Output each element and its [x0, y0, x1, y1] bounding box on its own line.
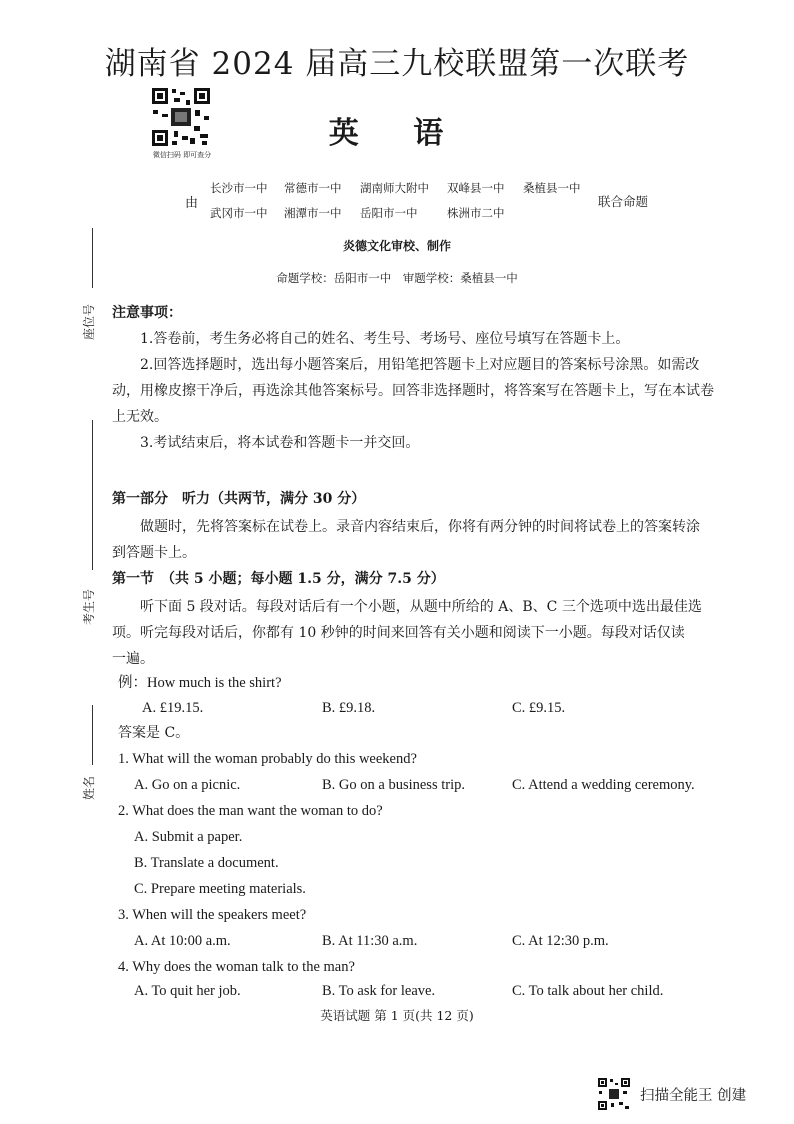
- example-question: 例：How much is the shirt?: [118, 675, 282, 691]
- question: 4. Why does the woman talk to the man?: [118, 959, 355, 975]
- option-b: B. At 11:30 a.m.: [322, 933, 418, 949]
- binding-line: [92, 420, 93, 570]
- page-footer: 英语试题 第 1 页(共 12 页): [320, 1008, 474, 1023]
- scanner-watermark: 扫描全能王 创建: [640, 1088, 747, 1104]
- option-c: C. At 12:30 p.m.: [512, 933, 609, 949]
- notes-item: 1.答卷前，考生务必将自己的姓名、考生号、考场号、座位号填写在答题卡上。: [140, 331, 630, 347]
- question: 1. What will the woman probably do this weekend?: [118, 751, 417, 767]
- name-label: 姓名: [82, 775, 96, 800]
- option-c: C. To talk about her child.: [512, 983, 664, 999]
- school-name: 常德市一中: [284, 181, 342, 195]
- school-name: 长沙市一中: [210, 181, 268, 195]
- notes-heading: 注意事项：: [112, 305, 182, 321]
- question: 3. When will the speakers meet?: [118, 907, 307, 923]
- notes-item: 上无效。: [112, 409, 168, 425]
- school-name: 双峰县一中: [447, 181, 505, 195]
- section1-instructions: 听下面 5 段对话。每段对话后有一个小题，从题中所给的 A、B、C 三个选项中选出最佳选: [140, 599, 702, 615]
- notes-item: 动，用橡皮擦干净后，再选涂其他答案标号。回答非选择题时，将答案写在答题卡上，写在本试卷: [112, 383, 714, 399]
- binding-line: [92, 228, 93, 288]
- maker-line: 炎德文化审校、制作: [342, 239, 451, 253]
- option-a: A. To quit her job.: [134, 983, 241, 999]
- section1-heading: 第一节 （共 5 小题；每小题 1.5 分，满分 7.5 分）: [112, 571, 445, 587]
- exam-number-label: 考生号: [82, 588, 96, 625]
- school-name: 武冈市一中: [210, 206, 268, 220]
- example-option-c: C. £9.15.: [512, 700, 566, 716]
- option-a: A. Go on a picnic.: [134, 777, 241, 793]
- setter-line: 命题学校：岳阳市一中 审题学校：桑植县一中: [276, 271, 518, 285]
- part1-intro: 做题时，先将答案标在试卷上。录音内容结束后，你将有两分钟的时间将试卷上的答案转涂: [140, 519, 700, 535]
- scanner-qr-icon: [597, 1077, 631, 1111]
- part1-heading: 第一部分 听力（共两节，满分 30 分）: [112, 491, 366, 507]
- section1-instructions: 一遍。: [112, 651, 154, 667]
- option-c: C. Prepare meeting materials.: [134, 881, 306, 897]
- example-option-b: B. £9.18.: [322, 700, 376, 716]
- subject-title: 英 语: [328, 116, 466, 151]
- notes-item: 2.回答选择题时，选出每小题答案后，用铅笔把答题卡上对应题目的答案标号涂黑。如需改: [140, 357, 700, 373]
- option-b: B. Translate a document.: [134, 855, 279, 871]
- school-name: 湖南师大附中: [360, 181, 429, 195]
- school-name: 株洲市二中: [447, 206, 505, 220]
- question: 2. What does the man want the woman to do?: [118, 803, 383, 819]
- qr-caption: 微信扫码 即可查分: [152, 151, 212, 159]
- binding-line: [92, 705, 93, 765]
- notes-item: 3.考试结束后，将本试卷和答题卡一并交回。: [140, 435, 420, 451]
- exam-title: 湖南省 2024 届高三九校联盟第一次联考: [104, 46, 690, 82]
- option-a: A. At 10:00 a.m.: [134, 933, 231, 949]
- school-name: 湘潭市一中: [284, 206, 342, 220]
- part1-intro: 到答题卡上。: [112, 545, 196, 561]
- you-label: 由: [185, 196, 199, 211]
- example-option-a: A. £19.15.: [142, 700, 204, 716]
- seat-number-label: 座位号: [82, 303, 96, 340]
- example-answer: 答案是 C。: [118, 725, 190, 741]
- school-name: 岳阳市一中: [360, 206, 418, 220]
- section1-instructions: 项。听完每段对话后，你都有 10 秒钟的时间来回答有关小题和阅读下一小题。每段对话仅读: [112, 625, 685, 641]
- option-b: B. To ask for leave.: [322, 983, 436, 999]
- option-b: B. Go on a business trip.: [322, 777, 465, 793]
- school-name: 桑植县一中: [523, 181, 581, 195]
- option-a: A. Submit a paper.: [134, 829, 243, 845]
- joint-proposition-label: 联合命题: [598, 194, 649, 209]
- option-c: C. Attend a wedding ceremony.: [512, 777, 695, 793]
